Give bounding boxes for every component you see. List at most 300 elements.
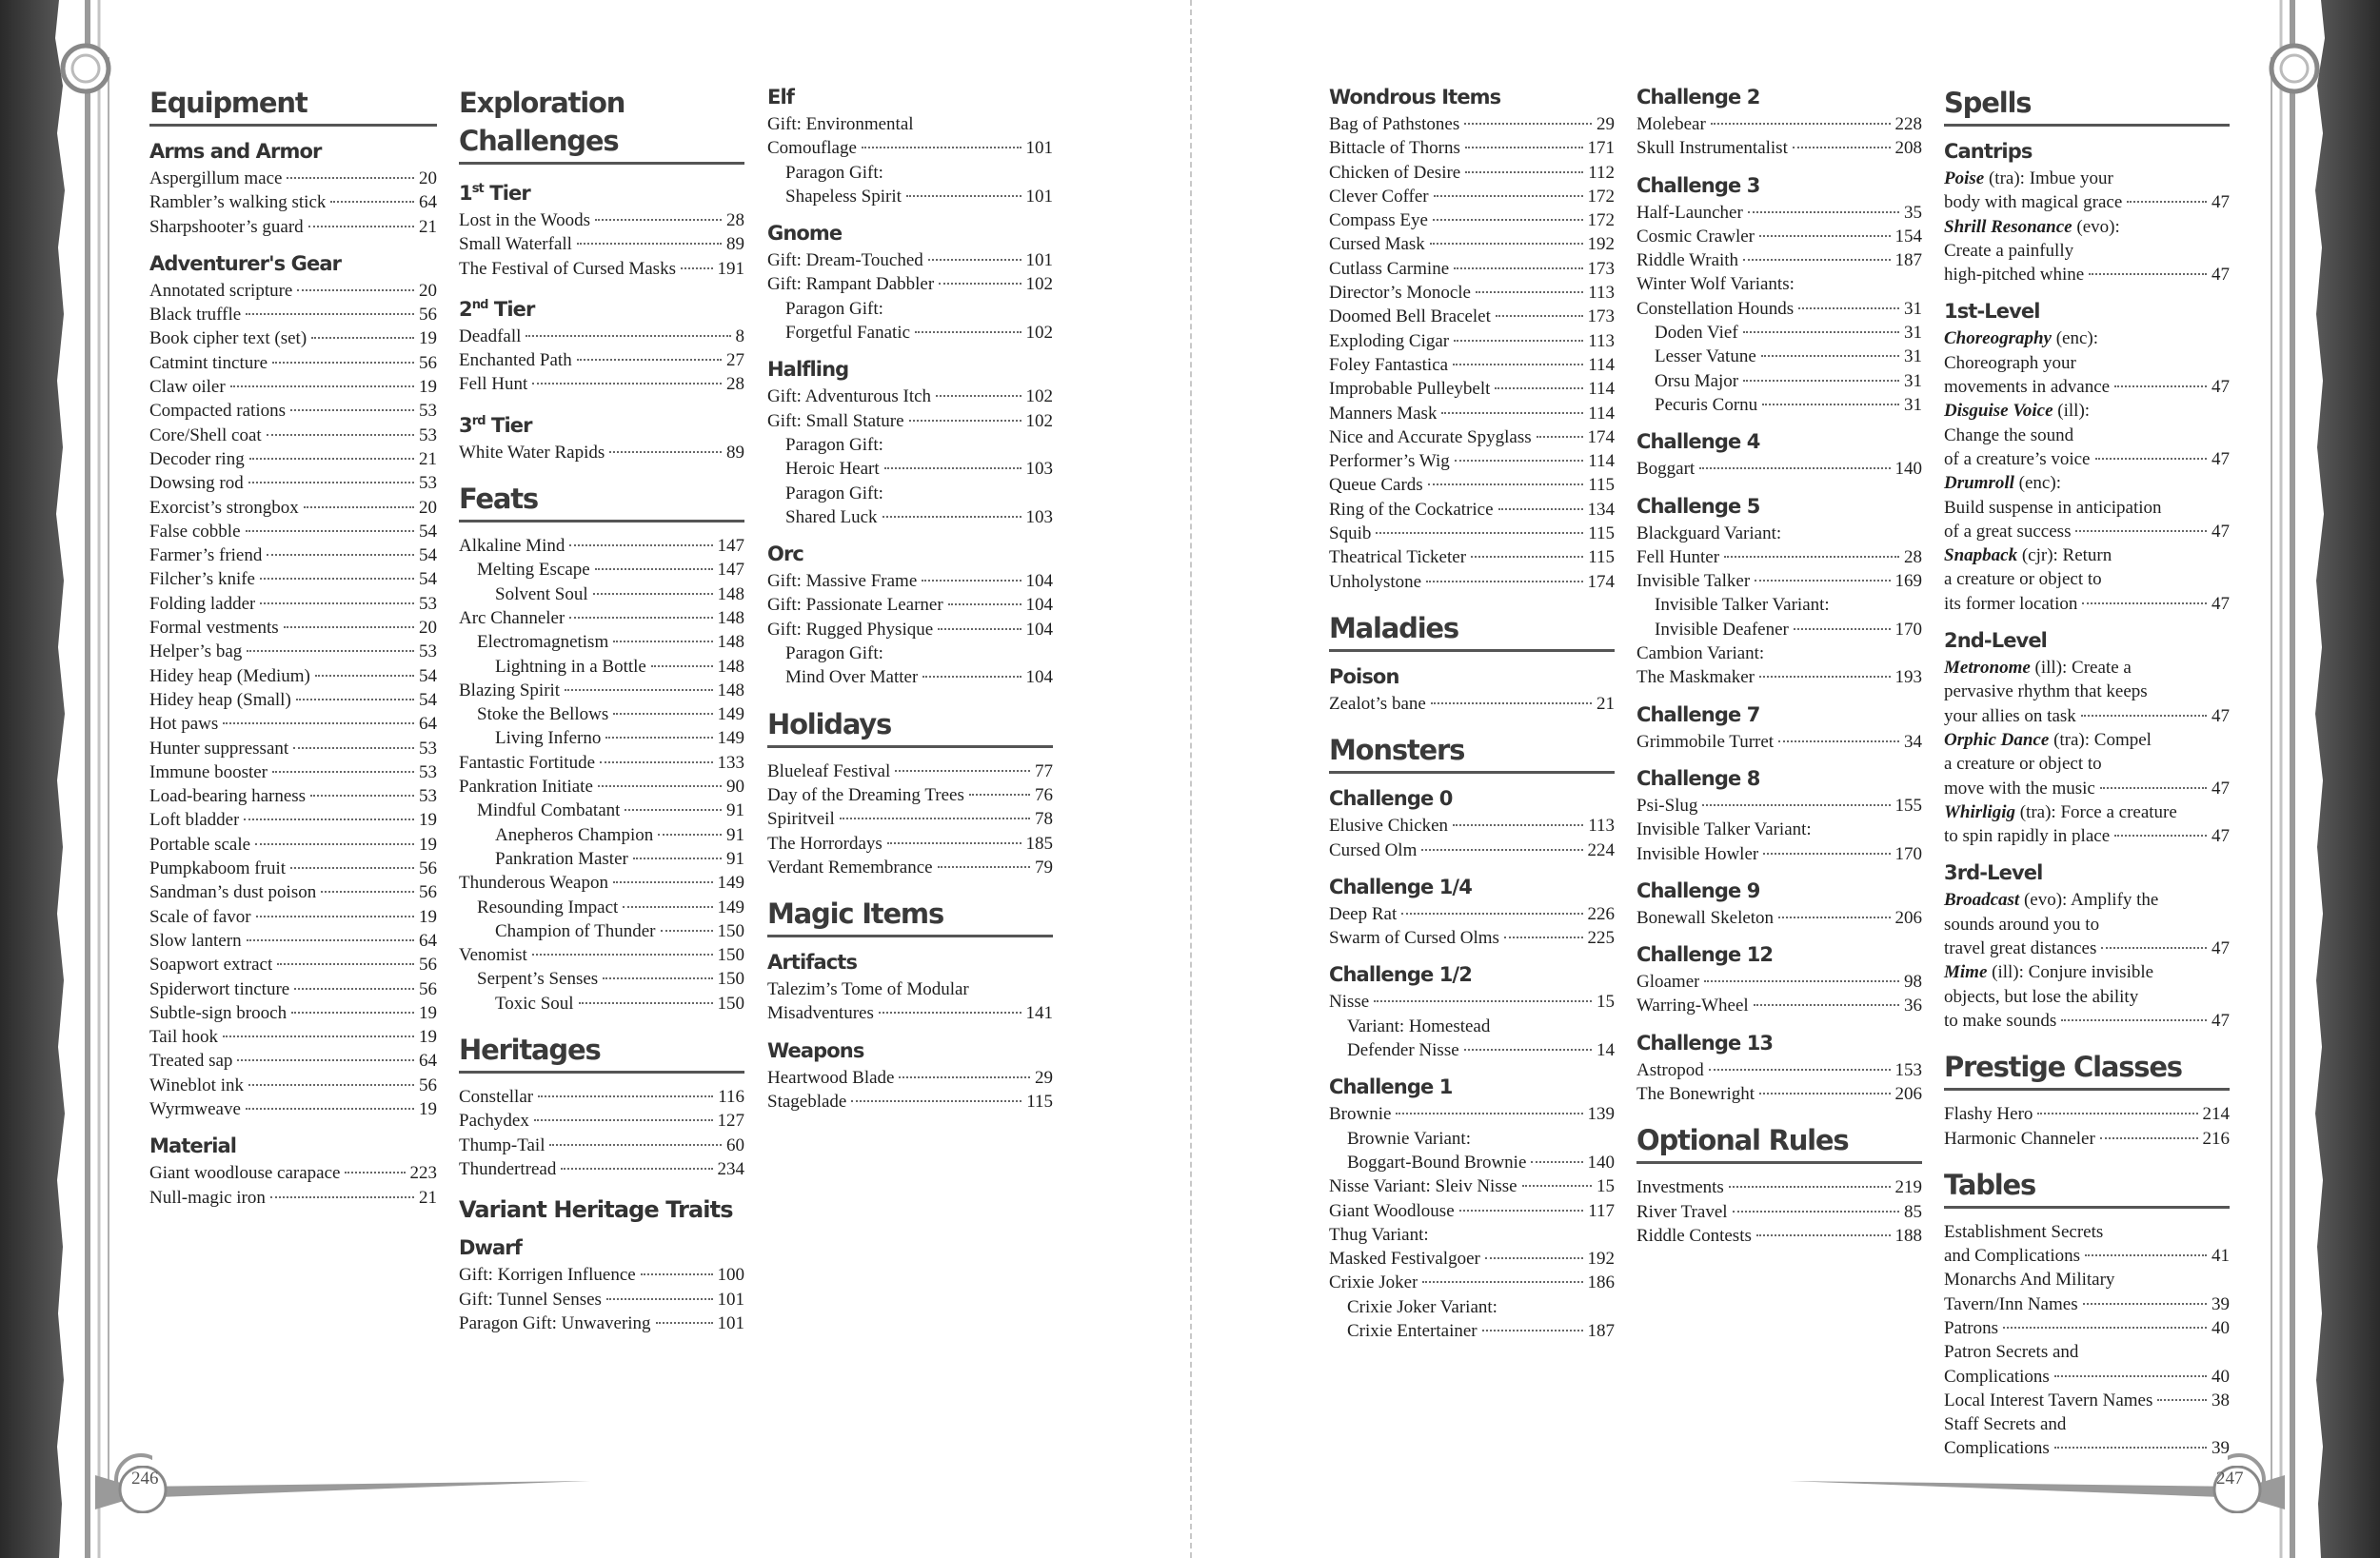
page-ref: 14: [1597, 1040, 1615, 1061]
index-entry: [767, 759, 1053, 783]
dot-leader: [1755, 580, 1890, 582]
page-ref: 226: [1587, 903, 1615, 924]
spell-entry: [1944, 471, 2230, 495]
dot-leader: [1761, 355, 1899, 357]
dot-leader: [1729, 1186, 1891, 1188]
page-ref: 234: [717, 1158, 744, 1179]
entry-name: Mindful Combatant: [477, 800, 621, 821]
dot-leader: [2100, 787, 2207, 789]
subsection-heading: Challenge 7: [1636, 702, 1760, 726]
tier-number: 2: [459, 297, 472, 321]
dot-leader: [293, 747, 414, 749]
entry-name: Hidey heap (Medium): [149, 665, 310, 686]
entry-name: Slow lantern: [149, 930, 242, 951]
dot-leader: [909, 420, 1021, 422]
entry-name: Performer’s Wig: [1329, 451, 1450, 472]
page-ref: 31: [1904, 298, 1922, 319]
page-ref: 34: [1904, 731, 1922, 752]
index-column-5: [1636, 84, 1922, 1248]
page-ref: 53: [419, 641, 437, 662]
page-ref: 100: [717, 1265, 744, 1286]
entry-name: Swarm of Cursed Olms: [1329, 928, 1499, 949]
page-ref: 28: [726, 374, 744, 395]
dot-leader: [2081, 715, 2207, 717]
page-ref: 148: [717, 607, 744, 628]
entry-name: Forgetful Fanatic: [785, 323, 911, 344]
entry-name: Pankration Master: [495, 848, 628, 869]
right-footer-ornament: [1790, 1466, 2285, 1513]
entry-continuation: sounds around you to: [1944, 914, 2100, 935]
dot-leader: [1748, 211, 1899, 213]
entry-name: Spiderwort tincture: [149, 978, 290, 999]
entry-name: Molebear: [1636, 114, 1706, 134]
index-entry: [1636, 225, 1922, 248]
page-ref: 53: [419, 424, 437, 445]
dot-leader: [1433, 219, 1583, 221]
page-ref: 101: [1025, 186, 1053, 207]
page-ref: 54: [419, 689, 437, 710]
entry-name: Nisse Variant: Sleiv Nisse: [1329, 1176, 1517, 1197]
page-ref: 114: [1588, 354, 1615, 375]
page-ref: 206: [1894, 907, 1922, 928]
index-entry: [1329, 232, 1615, 256]
dot-leader: [1428, 483, 1584, 485]
page-ref: 19: [419, 377, 437, 398]
entry-continuation: Talezim’s Tome of Modular: [767, 979, 969, 1000]
page-ref: 140: [1587, 1152, 1615, 1173]
index-entry: [459, 655, 744, 679]
index-entry: [149, 833, 437, 857]
dot-leader: [895, 770, 1030, 772]
dot-leader: [613, 881, 713, 883]
entry-continuation: Paragon Gift:: [785, 434, 883, 455]
page-ref: 56: [419, 978, 437, 999]
subsection-heading: Challenge 8: [1636, 766, 1760, 790]
index-entry: [1636, 970, 1922, 994]
page-ref: 64: [419, 1051, 437, 1072]
dot-leader: [1430, 243, 1583, 245]
page-ref: 117: [1588, 1200, 1615, 1221]
entry-name: Compacted rations: [149, 401, 286, 422]
entry-continuation: Paragon Gift:: [785, 643, 883, 664]
entry-continuation: a creature or object to: [1944, 569, 2102, 590]
tier-label: Tier: [485, 413, 532, 437]
dot-leader: [939, 283, 1021, 285]
entry-name: body with magical grace: [1944, 192, 2123, 213]
entry-name: Crixie Joker: [1329, 1272, 1418, 1293]
dot-leader: [549, 1144, 722, 1146]
dot-leader: [595, 568, 713, 570]
dot-leader: [256, 916, 414, 917]
section-heading: Prestige Classes: [1944, 1048, 2230, 1091]
index-entry: [1636, 321, 1922, 345]
entry-name: Crixie Entertainer: [1347, 1320, 1478, 1341]
entry-name: Wyrmweave: [149, 1098, 241, 1119]
entry-name: Astropod: [1636, 1059, 1704, 1080]
page-ref: 148: [717, 680, 744, 700]
index-entry: [149, 543, 437, 567]
entry-name: Bittacle of Thorns: [1329, 138, 1460, 159]
dot-leader: [623, 906, 712, 908]
page-ref: 208: [1894, 138, 1922, 159]
index-column-1: [149, 84, 437, 1210]
index-entry: [1329, 838, 1615, 862]
page-ref: 98: [1904, 972, 1922, 993]
index-entry: [1636, 345, 1922, 368]
dot-leader: [1454, 340, 1583, 342]
index-entry: [459, 992, 744, 1016]
dot-leader: [532, 383, 722, 385]
index-entry: [1329, 522, 1615, 545]
dot-leader: [246, 1108, 414, 1110]
section-heading: Spells: [1944, 84, 2230, 127]
page-ref: 192: [1587, 1249, 1615, 1270]
dot-leader: [311, 337, 414, 339]
tier-number: 3: [459, 413, 472, 437]
index-entry: [459, 325, 744, 348]
index-entry: [1329, 305, 1615, 328]
page-ref: 54: [419, 569, 437, 590]
entry-name: Squib: [1329, 523, 1372, 544]
index-entry: [1944, 190, 2230, 214]
page-ref: 115: [1588, 547, 1615, 568]
page-ref: 104: [1025, 619, 1053, 640]
entry-name: Brownie: [1329, 1104, 1392, 1125]
ordinal-suffix: rd: [471, 413, 486, 428]
entry-name: Flashy Hero: [1944, 1104, 2033, 1125]
entry-name: its former location: [1944, 593, 2078, 614]
index-entry: [459, 1134, 744, 1157]
page-ref: 47: [2211, 265, 2230, 286]
entry-name: Living Inferno: [495, 728, 602, 749]
dot-leader: [260, 602, 414, 604]
index-entry: [149, 351, 437, 375]
index-entry: [767, 1001, 1053, 1025]
left-page-border: [0, 0, 152, 1558]
index-entry: [1636, 136, 1922, 160]
index-entry: [149, 953, 437, 976]
entry-name: Improbable Pulleybelt: [1329, 379, 1491, 400]
page-ref: 78: [1035, 809, 1053, 830]
index-entry: [1329, 1151, 1615, 1174]
page-ref: 47: [2211, 521, 2230, 542]
index-entry: [459, 606, 744, 630]
entry-name: Alkaline Mind: [459, 536, 565, 557]
page-ref: 148: [717, 632, 744, 653]
page-ref: 64: [419, 714, 437, 735]
dot-leader: [248, 482, 414, 483]
entry-name: Hot paws: [149, 714, 219, 735]
entry-name: Tavern/Inn Names: [1944, 1293, 2078, 1314]
page-ref: 101: [1025, 138, 1053, 159]
page-ref: 104: [1025, 571, 1053, 592]
index-entry: [459, 372, 744, 396]
page-ref: 56: [419, 882, 437, 903]
entry-name: Stoke the Bellows: [477, 704, 609, 725]
page-ref: 47: [2211, 938, 2230, 959]
dot-leader: [598, 785, 722, 787]
entry-name: Doden Vief: [1655, 323, 1738, 344]
entry-continuation: Change the sound: [1944, 424, 2074, 445]
index-entry: [1636, 730, 1922, 754]
entry-continuation: a creature or object to: [1944, 754, 2102, 775]
dot-leader: [1711, 123, 1891, 125]
page-ref: 64: [419, 930, 437, 951]
entry-continuation: Variant: Homestead: [1347, 1016, 1491, 1036]
dot-leader: [1531, 1161, 1582, 1163]
subsection-heading: Cantrips: [1944, 140, 2033, 163]
dot-leader: [345, 1172, 405, 1173]
page-ref: 216: [2202, 1128, 2230, 1149]
spell-name: Snapback: [1944, 545, 2018, 566]
index-entry: [1944, 1389, 2230, 1412]
index-entry: [459, 799, 744, 822]
entry-name: Heartwood Blade: [767, 1067, 895, 1088]
entry-name: The Maskmaker: [1636, 667, 1755, 688]
entry-continuation: Blackguard Variant:: [1636, 523, 1782, 543]
entry-name: The Bonewright: [1636, 1084, 1755, 1105]
index-entry: [1944, 592, 2230, 616]
index-entry: [1944, 1365, 2230, 1389]
dot-leader: [1465, 147, 1583, 148]
index-entry: [1329, 926, 1615, 950]
entry-name: high-pitched whine: [1944, 265, 2085, 286]
subsection-heading: Material: [149, 1134, 237, 1158]
page-ref: 15: [1597, 1176, 1615, 1197]
right-page-border: [2228, 0, 2380, 1558]
spell-entry: [1944, 888, 2230, 912]
page-ref: 185: [1025, 833, 1053, 854]
subsection-heading: Challenge 2: [1636, 86, 1760, 108]
page-ref: 101: [1025, 250, 1053, 271]
spell-entry: [1944, 167, 2230, 190]
dot-leader: [272, 362, 414, 364]
entry-name: Day of the Dreaming Trees: [767, 784, 964, 805]
dot-leader: [1794, 628, 1891, 630]
index-entry: [149, 664, 437, 688]
entry-name: Core/Shell coat: [149, 424, 262, 445]
entry-name: Comouflage: [767, 138, 857, 159]
page-ref: 89: [726, 442, 744, 463]
page-ref: 47: [2211, 593, 2230, 614]
page-ref: 47: [2211, 826, 2230, 847]
page-ref: 91: [726, 848, 744, 869]
entry-name: movements in advance: [1944, 377, 2111, 398]
entry-name: Annotated scripture: [149, 280, 293, 301]
entry-name: Queue Cards: [1329, 475, 1423, 496]
entry-name: Gift: Adventurous Itch: [767, 386, 932, 407]
dot-leader: [595, 219, 722, 221]
dot-leader: [1426, 581, 1582, 582]
spell-entry: [1944, 728, 2230, 752]
spell-description: (tra): Compel: [2049, 729, 2152, 750]
dot-leader: [1759, 1093, 1890, 1095]
index-entry: [767, 618, 1053, 641]
page-ref: 21: [419, 216, 437, 237]
index-entry: [767, 409, 1053, 433]
index-entry: [1636, 393, 1922, 417]
dot-leader: [1743, 380, 1899, 382]
index-entry: [1944, 824, 2230, 848]
entry-continuation: Paragon Gift:: [785, 483, 883, 503]
index-entry: [1636, 665, 1922, 689]
dot-leader: [1522, 1185, 1592, 1187]
entry-name: Elusive Chicken: [1329, 816, 1449, 837]
dot-leader: [569, 617, 712, 619]
entry-name: Invisible Howler: [1636, 843, 1759, 864]
subsection-heading: Challenge 4: [1636, 430, 1760, 454]
section-heading: Tables: [1944, 1166, 2230, 1209]
entry-name: Foley Fantastica: [1329, 354, 1449, 375]
index-entry: [1944, 1292, 2230, 1316]
dot-leader: [1476, 291, 1583, 293]
subsection-heading: Artifacts: [767, 951, 858, 975]
entry-continuation: pervasive rhythm that keeps: [1944, 681, 2148, 702]
page-ref: 39: [2211, 1438, 2230, 1459]
dot-leader: [1422, 1281, 1582, 1283]
dot-leader: [2095, 458, 2208, 460]
entry-name: Local Interest Tavern Names: [1944, 1390, 2153, 1410]
index-entry: [149, 880, 437, 904]
tier-label: Tier: [487, 297, 535, 321]
index-entry: [767, 856, 1053, 879]
spell-description: (cjr): Return: [2017, 545, 2112, 566]
entry-name: False cobble: [149, 521, 241, 542]
index-entry: [459, 558, 744, 582]
entry-name: Stageblade: [767, 1092, 847, 1113]
index-entry: [1944, 704, 2230, 728]
index-entry: [1329, 990, 1615, 1014]
page-ref: 150: [717, 945, 744, 966]
page-ref: 140: [1894, 459, 1922, 480]
index-entry: [149, 190, 437, 214]
index-entry: [1944, 937, 2230, 960]
dot-leader: [840, 818, 1030, 819]
page-ref: 188: [1894, 1225, 1922, 1246]
entry-name: Electromagnetism: [477, 632, 609, 653]
dot-leader: [1455, 460, 1583, 462]
dot-leader: [1699, 467, 1890, 469]
dot-leader: [887, 842, 1021, 844]
dot-leader: [1762, 404, 1899, 405]
dot-leader: [1754, 1004, 1899, 1006]
page-ref: 186: [1587, 1272, 1615, 1293]
dot-leader: [938, 628, 1021, 630]
dot-leader: [1374, 1000, 1592, 1002]
index-entry: [1944, 1436, 2230, 1460]
subsection-heading: Gnome: [767, 222, 843, 246]
page-ref: 171: [1587, 138, 1615, 159]
page-ref: 147: [717, 560, 744, 581]
page-ref: 101: [717, 1289, 744, 1310]
dot-leader: [603, 977, 712, 979]
page-ref: 54: [419, 665, 437, 686]
index-entry: [149, 784, 437, 808]
subsection-heading: Halfling: [767, 358, 849, 382]
dot-leader: [2075, 530, 2207, 532]
page-ref: 155: [1894, 795, 1922, 816]
page-ref: 31: [1904, 370, 1922, 391]
subsection-heading: Challenge 1/4: [1329, 875, 1472, 898]
page-ref: 113: [1588, 283, 1615, 304]
dot-leader: [656, 1322, 713, 1324]
entry-name: Aspergillum mace: [149, 168, 283, 188]
dot-leader: [2114, 835, 2207, 837]
index-entry: [1329, 1038, 1615, 1062]
spell-description: (ill): Create a: [2030, 658, 2132, 679]
page-ref: 29: [1035, 1067, 1053, 1088]
dot-leader: [1733, 1211, 1899, 1213]
entry-name: Theatrical Ticketer: [1329, 547, 1467, 568]
index-entry: [1636, 794, 1922, 818]
entry-continuation: Paragon Gift:: [785, 162, 883, 183]
entry-name: Bag of Pathstones: [1329, 114, 1460, 134]
entry-name: The Festival of Cursed Masks: [459, 258, 676, 279]
index-entry: [149, 712, 437, 736]
entry-name: Gift: Passionate Learner: [767, 595, 943, 616]
dot-leader: [1453, 364, 1583, 365]
subsection-heading: Challenge 12: [1636, 943, 1774, 967]
page-ref: 53: [419, 593, 437, 614]
index-entry: [149, 167, 437, 190]
index-entry: [1636, 248, 1922, 272]
entry-name: Nice and Accurate Spyglass: [1329, 426, 1532, 447]
page-ref: 219: [1894, 1177, 1922, 1198]
index-entry: [767, 248, 1053, 272]
spell-name: Whirligig: [1944, 801, 2015, 822]
entry-name: Gift: Dream-Touched: [767, 250, 923, 271]
entry-name: Deadfall: [459, 325, 522, 346]
index-entry: [767, 593, 1053, 617]
index-column-2: [459, 84, 744, 1335]
index-entry: [1636, 545, 1922, 569]
entry-name: Melting Escape: [477, 560, 590, 581]
page-ref: 206: [1894, 1084, 1922, 1105]
dot-leader: [2061, 1019, 2207, 1021]
dot-leader: [1743, 331, 1899, 333]
entry-continuation: Build suspense in anticipation: [1944, 497, 2162, 518]
entry-continuation: Gift: Environmental: [767, 114, 914, 134]
spell-name: Mime: [1944, 962, 1988, 983]
index-entry: [1329, 570, 1615, 594]
index-entry: [149, 688, 437, 712]
dot-leader: [246, 313, 414, 315]
entry-name: Riddle Contests: [1636, 1225, 1752, 1246]
right-page-number: 247: [2216, 1469, 2244, 1489]
section-heading: Magic Items: [767, 895, 1053, 937]
page-ref: 20: [419, 168, 437, 188]
index-entry: [459, 257, 744, 281]
index-entry: [767, 136, 1053, 160]
entry-name: Zealot’s bane: [1329, 693, 1426, 714]
index-entry: [149, 215, 437, 239]
index-entry: [1329, 814, 1615, 838]
dot-leader: [609, 451, 722, 453]
dot-leader: [1702, 804, 1890, 806]
index-entry: [459, 871, 744, 895]
entry-name: Helper’s bag: [149, 641, 243, 662]
dot-leader: [1495, 387, 1583, 389]
entry-name: Director’s Monocle: [1329, 283, 1471, 304]
entry-name: Grimmobile Turret: [1636, 731, 1775, 752]
subsection-heading: Challenge 13: [1636, 1031, 1774, 1055]
dot-leader: [1471, 556, 1583, 558]
dot-leader: [296, 699, 414, 700]
dot-leader: [605, 737, 712, 739]
index-entry: [1329, 377, 1615, 401]
dot-leader: [922, 580, 1021, 582]
page-ref: 35: [1904, 202, 1922, 223]
